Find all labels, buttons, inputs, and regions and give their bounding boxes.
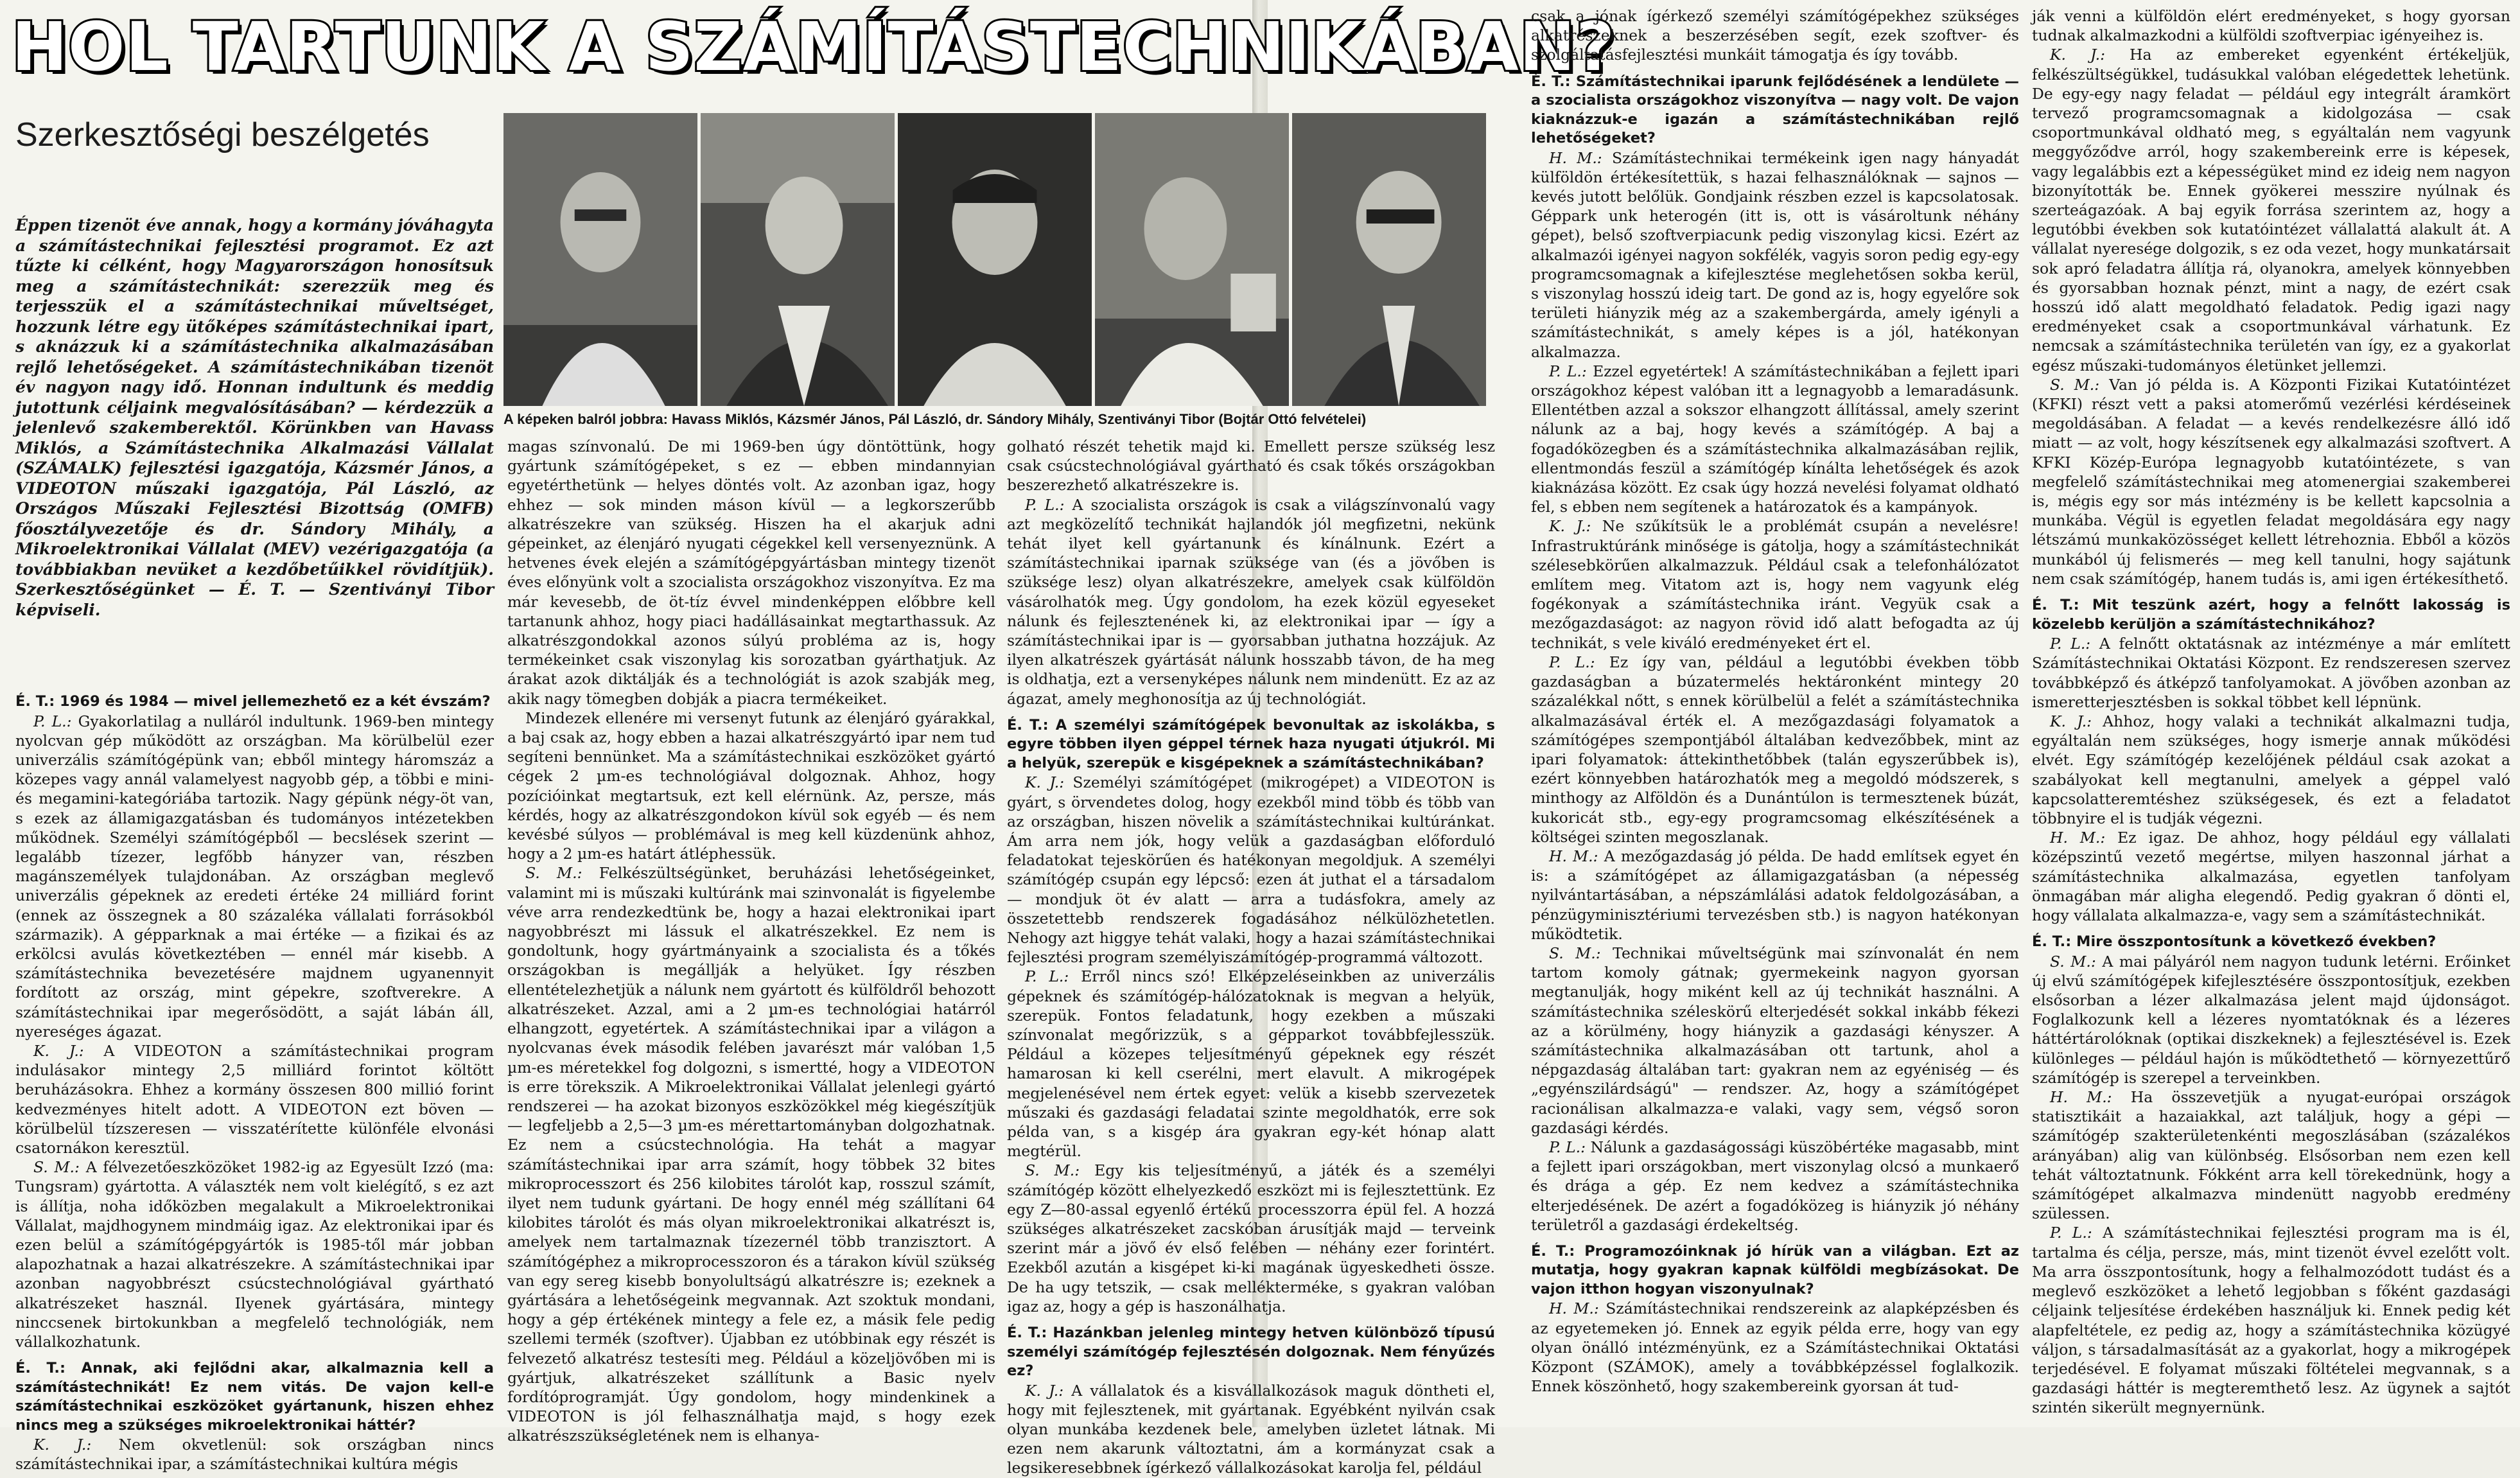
speaker-initials: S. M.:	[33, 1158, 86, 1177]
interview-answer	[2032, 375, 2510, 588]
photo-kazsmer	[701, 113, 898, 406]
text-column-5	[2032, 6, 2510, 1423]
interview-answer	[15, 1041, 494, 1157]
speaker-initials: P. L.:	[1549, 653, 1609, 671]
answer-text: A szocialista országok is csak a világszínvonalú vagy azt megközelítő technikát hajlandók jól megfizetni, nekünk tehát ilyet kell gyártanunk és kínálnunk. Ezért a számítástechnikai iparnak szüksége van (és a jövőben is szüksége lesz) olyan alkatrészekre, amelyek csak külföldön vásárolhatók meg. Úgy gondolom, ha ezek közül egyeseket nálunk és fejlesztenének ki, az elektronikai ipar — így a számítástechnikai ipar is — gyorsabban juthatna hozzájuk. Az ilyen alkatrészek gyártását nálunk hosszabb távon, de ha meg is oldhatja, ezt a versenyképes nálunk nem mindenütt. Ez az az ágazat, amely meghonosítja az új technológiát.	[1007, 495, 1496, 708]
interview-answer	[1531, 1138, 2019, 1235]
answer-text: Van jó példa is. A Központi Fizikai Kutatóintézet (KFKI) részt vett a paksi atomerőmű vezérlési kérdéseinek megoldásában. A feladat — a kevés rendelkezésre álló idő miatt — az volt, hogy készítsenek egy alkalmazási szoftvert. A KFKI Közép-Európa legnagyobb kutatóintézete, s van megfelelő számítástechnikai meg atomenergiai szakemberei is, mégis egy sor más intézmény is be kellett kapcsolnia a munkába. Végül is egyetlen feladat megoldására egy nagy létszámú munkaközösséget kellett létrehoznia. Ebből a közös munkából új felismerés — meg kell tanulni, hogy sajátunk nem csak számítógép, hanem tudás is, ami igen értékesíthető.	[2032, 375, 2511, 588]
interview-question: É. T.: Mire összpontosítunk a következő években?	[2032, 933, 2437, 951]
answer-text: Mindezek ellenére mi versenyt futunk az élenjáró gyárakkal, a baj csak az, hogy ebben a hazai alkatrészgyártó ipar nem tud segíteni bennünket. Ma a számítástechnikai eszközöket gyártó cégek 2 µm-es technológiával dolgoznak. Ahhoz, hogy pozícióinkat megtartsuk, ezt kell elérnünk. Az, persze, más kérdés, hogy az alkatrészgondokon kívül sok egyéb — és nem kevésbé súlyos — problémával is meg kell küzdenünk ahhoz, hogy a 2 µm-es határt átléphessük.	[507, 708, 995, 863]
photo-pal	[898, 113, 1095, 406]
text-column-1	[15, 685, 494, 1474]
answer-text: Ez igaz. De ahhoz, hogy például egy vállalati középszintű vezető megértse, milyen haszonnal járhat a számítástechnika alkalmazása, egyetlen tanfolyam önmagában már aligha elegendő. Pedig gyakran ő dönti el, hogy vállalata alkalmazza-e, vagy sem a számítástechnikát.	[2032, 829, 2511, 924]
interview-answer	[15, 712, 494, 1041]
photo-havass	[503, 113, 701, 406]
answer-text: Technikai műveltségünk mai színvonalát én nem tartom komoly gátnak; gyermekeink nagyon gyorsan megtanulják, hogy miként kell az új technikát használni. A számítástechnika széleskörű elterjedését sokkal inkább fékezi az a körülmény, hogy hiányzik a gazdasági kényszer. A számítástechnika alkalmazásában ott tartunk, ahol a népgazdaság általában tart: gyakran nem az egyéniség — és „egyénszilárdságú" — rendszer. Az, hogy a számítógépet racionálisan alkalmazza-e valaki, vagy sem, végső soron gazdasági kérdés.	[1531, 944, 2019, 1137]
speaker-initials: K. J.:	[1025, 773, 1073, 792]
interview-answer	[507, 708, 995, 864]
speaker-initials: P. L.:	[1549, 1138, 1591, 1156]
interview-answer	[15, 1157, 494, 1351]
answer-text: Személyi számítógépet (mikrogépet) a VIDEOTON is gyárt, s örvendetes dolog, hogy ezekből mind több és több van az országban, hiszen növelik a számítástechnikai kultúránkat. Ám arra nem jók, hogy velük a gazdaságban előforduló feladatokat tejeskörűen és hatékonyan megoldjuk. A személyi számítógép csupán egy lépcső: ezen át juthat el a társadalom — mondjuk öt év alatt — arra a tudásfokra, amely az összetettebb rendszerek fogadásához nélkülözhetetlen. Nehogy azt higgye tehát valaki, hogy a hazai számítástechnikai fejlesztési program személyiszámítógép-programmá változott.	[1007, 773, 1495, 967]
interview-question: É. T.: Mit teszünk azért, hogy a felnőtt lakosság is közelebb kerüljön a számítástechnikához?	[2032, 597, 2510, 633]
interview-answer	[2032, 45, 2510, 374]
text-column-2	[507, 437, 995, 1445]
speaker-initials: P. L.:	[1549, 362, 1593, 380]
interview-question: É. T.: A személyi számítógépek bevonultak az iskolákba, s egyre többen ilyen géppel térnek haza nyugati útjukról. Mi a helyük, szerepük e kisgépeknek a számítástechnikában?	[1007, 716, 1495, 771]
interview-answer	[1531, 516, 2019, 652]
answer-text: Ha az embereket egyenként értékeljük, felkészültségükkel, tudásukkal valóban elégedettek lehetünk. De egy-egy nagy feladat — például egy integrált áramkört tervező programcsomagnak a kidolgozása — csak csoportmunkával oldható meg, s egyáltalán nem vagyunk meggyőződve arról, hogy szakembereink erre is képesek, vagy legalábbis ezt a képességüket mind ez ideig nem nagyon bizonyították be. Ennek gyökerei messzire nyúlnak és szerteágazóak. A baj egyik forrása szerintem az, hogy a legutóbbi években sok kutatóintézet vállalattá alakult át. A vállalat nyeresége dolgozik, s ez oda vezet, hogy munkatársait sok apró feladatra állítja rá, olyanokra, amelyek könnyebben és gyorsabban hoznak pénzt, mint a nagy, de ezért csak hosszú idő alatt megoldható feladatok. Pedig igazi nagy eredményeket csak a csoportmunkával várhatunk. Ez nemcsak a számítástechnika területén van így, ez a gyakorlat egész műszaki-tudományos életünket jellemzi.	[2032, 46, 2511, 374]
interview-answer	[1531, 362, 2019, 517]
interview-question: É. T.: Számítástechnikai iparunk fejlődésének a lendülete — a szocialista országokhoz viszonyítva — nagy volt. De vajon kiaknázzuk-e igazán a számítástechnikában rejlő lehetőségeket?	[1531, 73, 2019, 147]
speaker-initials: H. M.:	[1549, 847, 1604, 865]
interview-question: É. T.: Hazánkban jelenleg mintegy hetven különböző típusú személyi számítógép fejlesztésén dolgoznak. Nem fényűzés ez?	[1007, 1324, 1495, 1380]
interview-answer	[1531, 148, 2019, 362]
speaker-initials: H. M.:	[2050, 1088, 2131, 1107]
interview-question: É. T.: Annak, aki fejlődni akar, alkalmaznia kell a számítástechnikát! Ez nem vitás. De vajon kell-e számítástechnikai eszközöket gyártanunk, hiszen ehhez nincs meg a szükséges mikroelektronikai háttér?	[15, 1360, 494, 1434]
speaker-initials: S. M.:	[1025, 1161, 1095, 1180]
answer-text: csak a jónak ígérkező személyi számítógépekhez szükséges alkatrészeknek a beszerzésében segít, ezek szoftver- és szolgáltatásfejlesztési munkáit támogatja és így tovább.	[1531, 7, 2019, 64]
answer-text: A VIDEOTON a számítástechnikai program indulásakor mintegy 2,5 milliárd forintot költött beruházásokra. Ehhez a kormány összesen 800 millió forint kedvezményes hitelt adott. A VIDEOTON ezt böven — körülbelül tízszeresen — visszatérítette különféle elvonási csatornákon keresztül.	[15, 1041, 494, 1157]
interview-answer	[1531, 6, 2019, 65]
speaker-initials: P. L.:	[33, 712, 78, 730]
interview-answer	[15, 1435, 494, 1474]
answer-text: Ahhoz, hogy valaki a technikát alkalmazni tudja, egyáltalán nem szükséges, hogy ismerje annak működési elvét. Egy számítógép kezelőjének például csak azokat a szabályokat kell megtanulni, amelyek a géppel való kapcsolatteremtéshez szükségesek, és ezt a feladatot többnyire el is tudják végezni.	[2032, 712, 2510, 827]
headline: HOL TARTUNK A SZÁMÍTÁSTECHNIKÁBAN?	[12, 8, 1616, 86]
photo-caption: A képeken balról jobbra: Havass Miklós, Kázsmér János, Pál László, dr. Sándory Mihály, Szentiványi Tibor (Bojtár Ottó felvételei)	[503, 411, 1367, 427]
intro-paragraph: Éppen tizenöt éve annak, hogy a kormány jóváhagyta a számítástechnikai fejlesztési programot. Ez azt tűzte ki célként, hogy Magyarországon honosítsuk meg a számítástechnikát: szerezzük meg és terjesszük el a számítástechnikai műveltséget, hozzunk létre egy ütőképes számítástechnikai ipart, s aknázzuk ki a számítástechnika alkalmazásában rejlő lehetőségeket. A számítástechnikában tizenöt év nagyon nagy idő. Honnan indultunk és meddig jutottunk céljaink megvalósításában? — kérdezzük a jelenlevő szakemberektől. Körünkben van Havass Miklós, a Számítástechnika Alkalmazási Vállalat (SZÁMALK) fejlesztési igazgatója, Kázsmér János, a VIDEOTON műszaki igazgatója, Pál László, az Országos Műszaki Fejlesztési Bizottság (OMFB) főosztályvezetője és dr. Sándory Mihály, a Mikroelektronikai Vállalat (MEV) vezérigazgatója (a továbbiakban nevüket a kezdőbetűikkel rövidítjük). Szerkesztőségünket — É. T. — Szentiványi Tibor képviseli.	[15, 216, 494, 619]
answer-text: Nálunk a gazdaságossági küszöbértéke magasabb, mint a fejlett ipari országokban, mert viszonylag olcsó a munkaerő és drága a gép. Ez nem kedvez a számítástechnika elterjedésének. De azért a fogadóközeg is hiányzik jó néhány területről a gazdasági érdekeltség.	[1531, 1138, 2019, 1234]
interview-answer	[1007, 967, 1495, 1161]
interview-answer	[1531, 653, 2019, 847]
answer-text: Ez így van, például a legutóbbi években több gazdaságban a búzatermelés hektáronként mintegy 20 százalékkal nőtt, s ennek körülbelül a felét a számítástechnika alkalmazásával érték el. A mezőgazdasági folyamatok a számítógépes szempontjából általában kedvezőbbek, mint az ipari folyamatok: áttekinthetőbbek (talán egyszerűbbek is), ezért könnyebben határozhatók meg a megoldó módszerek, s minthogy az Alföldön és a Dunántúlon is termesztenek búzát, kukoricát stb., egy-egy programcsomag elkészítésének a költségei szinten megoszlanak.	[1531, 653, 2020, 846]
answer-text: Ezzel egyetértek! A számítástechnikában a fejlett ipari országokhoz képest valóban itt a legnagyobb a lemaradásunk. Ellentétben azzal a sokszor elhangzott állítással, amely szerint nálunk az a baj, hogy kevés a számítógép. A baj a fogadóközegben és a számítástechnika alkalmazásában rejlik, ellentmondás feszül a számítógép kínálta lehetőségek és azok kiaknázása között. Ez csak úgy hozzá nevelési folyamat oldható fel, s ebben nem segítenek a határozatok és a kampányok.	[1531, 362, 2019, 516]
speaker-initials: K. J.:	[2050, 712, 2103, 730]
interview-answer	[1531, 847, 2019, 944]
interview-question: É. T.: Programozóinknak jó hírük van a világban. Ezt az mutatja, hogy gyakran kapnak külföldi megbízásokat. De vajon itthon hogyan viszonyulnak?	[1531, 1242, 2019, 1298]
answer-text: Számítástechnikai termékeink igen nagy hányadát külföldön értékesítettük, s hazai felhasználóknak — sajnos — kevés jutott belőlük. Gondjaink részben ezzel is kapcsolatosak. Géppark unk heterogén (itt is, ott is vásároltunk néhány gépet), belső szoftverpiacunk pedig viszonylag kicsi. Ezért az alkalmazói igényei nagyon sokfélék, vagyis soron pedig egy-egy programcsomagnak a kifejlesztése meglehetősen sokba kerül, s viszonylag hosszú ideig tart. De gond az is, hogy egyelőre sok területi hiányzik még az a szakembergárda, amely igényli a számítástechnikát, s amely képes is a jól, hatékonyan alkalmazza.	[1531, 148, 2020, 361]
speaker-initials: K. J.:	[1025, 1381, 1072, 1400]
answer-text: Ne szűkítsük le a problémát csupán a nevelésre! Infrastruktúránk minősége is gátolja, hogy a számítástechnikát szélesebkörűen alkalmazzuk. Például csak a telefonhálózatot említem meg. Vitatom azt is, hogy nem vagyunk elég fogékonyak a számítástechnika iránt. Vegyük csak a mezőgazdaságot: az nagyon rövid idő alatt befogadta az új technikát, s vele kiváló eredményeket ért el.	[1531, 517, 2019, 652]
answer-text: Számítástechnikai rendszereink az alapképzésben és az egyetemeken jó. Ennek az egyik példa erre, hogy van egy olyan önálló intézményünk, ez a Számítástechnikai Oktatási Központ (SZÁMOK), amely a továbbképzéssel foglalkozik. Ennek köszönhető, hogy szakembereink gyorsan át tud-	[1531, 1299, 2019, 1396]
interview-answer	[1007, 495, 1495, 708]
speaker-initials: P. L.:	[2050, 635, 2099, 653]
interview-answer	[1531, 944, 2019, 1138]
interview-answer	[507, 437, 995, 708]
speaker-initials: S. M.:	[2050, 375, 2110, 394]
answer-text: Egy kis teljesítményű, a játék és a személyi számítógép között elhelyezkedő eszközt mi is fejlesztettünk. Ez egy Z—80-assal egyenlő értékű processzorra épül fel. A hozzá szükséges alkatrészeket zacskóban árusítják majd — terveink szerint már a jövő év első felében — néhány ezer forintért. Ezekből azután a kisgépet ki-ki magának ügyeskedheti össze. De ha ugy tetszik, — csak mellékterméke, s gyakran valóban igaz az, hogy a gép is haszonálhatja.	[1007, 1161, 1495, 1315]
answer-text: A félvezetőeszközöket 1982-ig az Egyesült Izzó (ma: Tungsram) gyártotta. A választék nem volt kielégítő, s ez azt is állítja, noha időközben megalakult a Mikroelektronikai Vállalat, majdhogynem mindmáig igaz. Az elektronikai ipar és ezen belül a számítógépgyártók is 1985-től már jobban alapozhatnak a hazai alkatrészekre. A számítástechnikai ipar azonban nagyobbrészt csúcstechnológiával gyártható alkatrészeket használ. Ilyenek gyártására, mintegy ninccsenek birtokunkban a megfelelő technológiák, nem vállalkozhatunk.	[15, 1158, 494, 1351]
interview-question: É. T.: 1969 és 1984 — mivel jellemezhető ez a két évszám?	[15, 693, 491, 710]
interview-answer	[2032, 634, 2510, 712]
speaker-initials: P. L.:	[1025, 495, 1072, 514]
speaker-initials: S. M.:	[525, 864, 599, 883]
interview-answer	[2032, 6, 2510, 45]
text-column-3	[1007, 437, 1496, 1477]
speaker-initials: H. M.:	[1549, 1299, 1606, 1318]
interview-answer	[2032, 952, 2510, 1087]
speaker-initials: S. M.:	[2050, 952, 2103, 971]
interview-answer	[1007, 1161, 1495, 1316]
answer-text: Erről nincs szó! Elképzeléseinkben az univerzális gépeknek és számítógép-hálózatoknak is megvan a helyük, szerepük. Fontos feladatunk, hogy ezekben a műszaki színvonalat megőrizzük, s a gépparkot továbbfejlesszük. Például a közepes teljesítményű gépeknek egy részét hamarosan ki kell cserélni, mert elavult. A mikrogépek megjelenésével nem értek egyet: velük a kisebb szervezetek műszaki és gazdasági feladatai szinte megoldhatók, erre sok példa van, s a kisgép ára gyakran egy-két hónap alatt megtérül.	[1007, 967, 1495, 1161]
photo-sandory	[1095, 113, 1292, 406]
speaker-initials: P. L.:	[1025, 967, 1081, 986]
interview-answer	[1007, 1381, 1495, 1478]
interview-answer	[2032, 1223, 2510, 1417]
answer-text: magas színvonalú. De mi 1969-ben úgy döntöttünk, hogy gyártunk számítógépeket, s ez — ebben mindannyian egyetérthetünk — helyes döntés volt. Az azonban igaz, hogy ehhez — sok minden máson kívül — a legkorszerűbb alkatrészekre van szükség. Hiszen ha el akarjuk adni gépeinket, az élenjáró nyugati cégekkel kell versenyeznünk. A hetvenes évek elején a számítógépgyártásban mintegy tizenöt éves előnyünk volt a szocialista országokhoz viszonyítva. Ez ma már kevesebb, de öt-tíz évvel mindenképpen előbbre kell tartanunk ahhoz, hogy piaci hadállásainkat megtarthassuk. Az alkatrészgondokkal azonos súlyú probléma az is, hogy termékeinket csak viszonylag kis sorozatban gyárthatjuk. Az árakat azok diktálják és a technológiát is azok szabják meg, akik nagy tömegben dobják a piacra termékeiket.	[507, 437, 995, 708]
answer-text: Gyakorlatilag a nulláról indultunk. 1969-ben mintegy nyolcvan gép működött az országban. Ma körülbelül ezer univerzális számítógépünk van; ebből mintegy háromszáz a közepes vagy annál valamelyest nagyobb gép, a többi e mini- és megamini-kategóriába tartozik. Nagy gépünk négy-öt van, s ezek az államigazgatásban és tudományos intézetekben működnek. Személyi számítógépből — becslések szerint — legalább tízezer, legfőbb hányzer van, részben magánszemélyek tulajdonában. Az országban meglevő univerzális gépeknek az eredeti értéke 24 milliárd forint (ennek az összegnek a 80 százaléka vállalati forrásokból származik). A gépparknak a mai értéke — a fizikai és az erkölcsi avulás következtében — ennél már kisebb. A számítástechnika bevezetésére majdnem ugyanennyit fordított az ország, mint gépekre, szoftverekre. A számítástechnikai ipar megerősödött, a saját lábán áll, nyereséges ágazat.	[15, 712, 494, 1041]
answer-text: A mai pályáról nem nagyon tudunk letérni. Erőinket új elvű számítógépek kifejlesztésére összpontosítjuk, ezekben elsősorban a lézer alkalmazása jelent majd újdonságot. Foglalkozunk kell a lézeres nyomtatóknak és a lézeres háttértárolóknak (optikai diszkeknek) a fejlesztésével is. Ezek különleges — például hajón is működtethető — környezettűrő számítógép is szerepel a terveinkben.	[2032, 952, 2511, 1087]
interview-answer	[1007, 773, 1495, 967]
interview-answer	[507, 863, 995, 1445]
photo-szentivanyi	[1292, 113, 1486, 406]
speaker-initials: P. L.:	[2050, 1224, 2103, 1242]
answer-text: Nem okvetlenül: sok országban nincs számítástechnikai ipar, a számítástechnikai kultúra mégis	[15, 1436, 494, 1474]
interview-answer	[2032, 1087, 2510, 1223]
speaker-initials: H. M.:	[1549, 148, 1612, 167]
answer-text: Ha összevetjük a nyugat-európai országok statisztikáit a hazaiakkal, azt találjuk, hogy a gépi — számítógép szakterületenkénti megoszlásában (százalékos arányában) alig van különbség. Elsősorban nem ezen kell tehát változtatnunk. Fókként arra kell törekednünk, hogy a számítógépet alkalmazva mindenütt nagyobb eredmény szülessen.	[2032, 1088, 2511, 1223]
text-column-4	[1531, 6, 2019, 1423]
subheadline: Szerkesztőségi beszélgetés	[15, 116, 430, 154]
speaker-initials: K. J.:	[1549, 517, 1602, 536]
answer-text: A felnőtt oktatásnak az intézménye a már említett Számítástechnikai Oktatási Központ. Ez rendszeresen szervez továbbképző és átképző tanfolyamokat. A jövőben azonban az ismeretterjesztésben is sokkal többet kell lépnünk.	[2032, 635, 2510, 711]
answer-text: ják venni a külföldön elért eredményeket, s hogy gyorsan tudnak alkalmazkodni a külföldi szoftverpiac igényeihez is.	[2032, 7, 2510, 45]
interview-answer	[1531, 1299, 2019, 1396]
speaker-initials: K. J.:	[33, 1041, 104, 1060]
interview-answer	[2032, 828, 2510, 925]
speaker-initials: H. M.:	[2050, 829, 2118, 847]
speaker-initials: K. J.:	[2050, 46, 2130, 64]
answer-text: Felkészültségünket, beruházási lehetőségeinket, valamint mi is műszaki kultúránk mai szinvonalát is figyelembe véve arra rendezkedtünk be, hogy a hazai elektronikai ipart nagyobbrészt mi lássuk el alkatrészekkel. Ez nem is gondoltunk, hogy gyártmányaink a szocialista és a tőkés országokban is megállják a helyüket. Így részben ellentételezhetjük a nálunk nem gyártott és külföldről behozott alkatrészeket. Azzal, ami a 2 µm-es technológiai határról elhangzott, egyetértek. A számítástechnikai ipar a világon a nyolcvanas évek második felében javarészt már valóban 1,5 µm-es méretekkel fog dolgozni, s ismertté, hogy a VIDEOTON is erre törekszik. A Mikroelektronikai Vállalat jelenlegi gyártó rendszerei — ha azokat bizonyos eszközökkel még kiegészítjük — legfeljebb a 2,5—3 µm-es mérettartományban dolgozhatnak. Ez nem a csúcstechnológia. Ha tehát a magyar számítástechnikai ipar arra számít, hogy többek 32 bites mikroprocesszort és 256 kilobites tárolót kap, rosszul számít, ilyet nem tudunk gyártani. De hogy ennél még szállítani 64 kilobites tárolót és más olyan mikroelektronikai alkatrészt is, amelyek nem tartalmaznak tízezernél több tranzisztort. A számítógéphez a mikroprocesszoron és a tárakon kívül szükség van egy sereg kisebb bonyolultságú alkatrészre is; ezeknek a gyártására a lehetőségeink megvannak. Azt szoktuk mondani, hogy a gép értékének mintegy a fele ez, a másik fele pedig szellemi termék (szoftver). Újabban ez utóbbinak egy részét is felvezető alkatrész testesíti meg. Például a közeljövőben mi is gyártjuk, alkatrészeket szállítunk a Basic nyelv fordítóprogramját. Úgy gondolom, hogy mindenkinek a VIDEOTON is jól felhasználhatja majd, s hogy ezek alkatrészszükségletének nem is elhanya-	[507, 864, 995, 1445]
photo-strip	[503, 113, 1486, 406]
answer-text: A mezőgazdaság jó példa. De hadd említsek egyet én is: a számítógépet az államigazgatásban (a népesség nyilvántartásában, a népszámlálási adatok feldolgozásában, a pénzügyminisztériumi tervezésben stb.) is nagyon hatékonyan működtetik.	[1531, 847, 2020, 943]
answer-text: A vállalatok és a kisvállalkozások maguk döntheti el, hogy mit fejlesztenek, mit gyártanak. Egyébként nyilván csak olyan munkába kezdenek bele, amelyben üzletet látnak. Mi ezen nem akarunk változtatni, ám a kormányzat csak a legsikeresebbnek ígérkező vállalkozásokat karolja fel, például	[1007, 1381, 1495, 1477]
speaker-initials: K. J.:	[33, 1436, 119, 1454]
interview-answer	[1007, 437, 1495, 495]
speaker-initials: S. M.:	[1549, 944, 1613, 962]
interview-answer	[2032, 712, 2510, 828]
answer-text: A számítástechnikai fejlesztési program ma is él, tartalma és célja, persze, más, mint tizenöt évvel ezelőtt volt. Ma arra összpontosítunk, hogy a felhalmozódott tudást és a meglevő eszközöket a lehető legjobban s főként gazdasági céljaink teljesítése érdekében használjuk ki. Ennek pedig két alapfeltétele, ez pedig az, hogy a számítástechnika közügyé váljon, s társadalmasítását az a gyakorlat, hogy a mikrogépek terjedésével. E folyamat műszaki föltételei megvannak, s a gazdasági háttér is megteremthető lesz. Az ügynek a sajtót szintén sikerült megnyernünk.	[2032, 1224, 2511, 1417]
answer-text: golható részét tehetik majd ki. Emellett persze szükség lesz csak csúcstechnológiával gyártható és csak tőkés országokban beszerezhető alkatrészekre is.	[1007, 437, 1495, 495]
